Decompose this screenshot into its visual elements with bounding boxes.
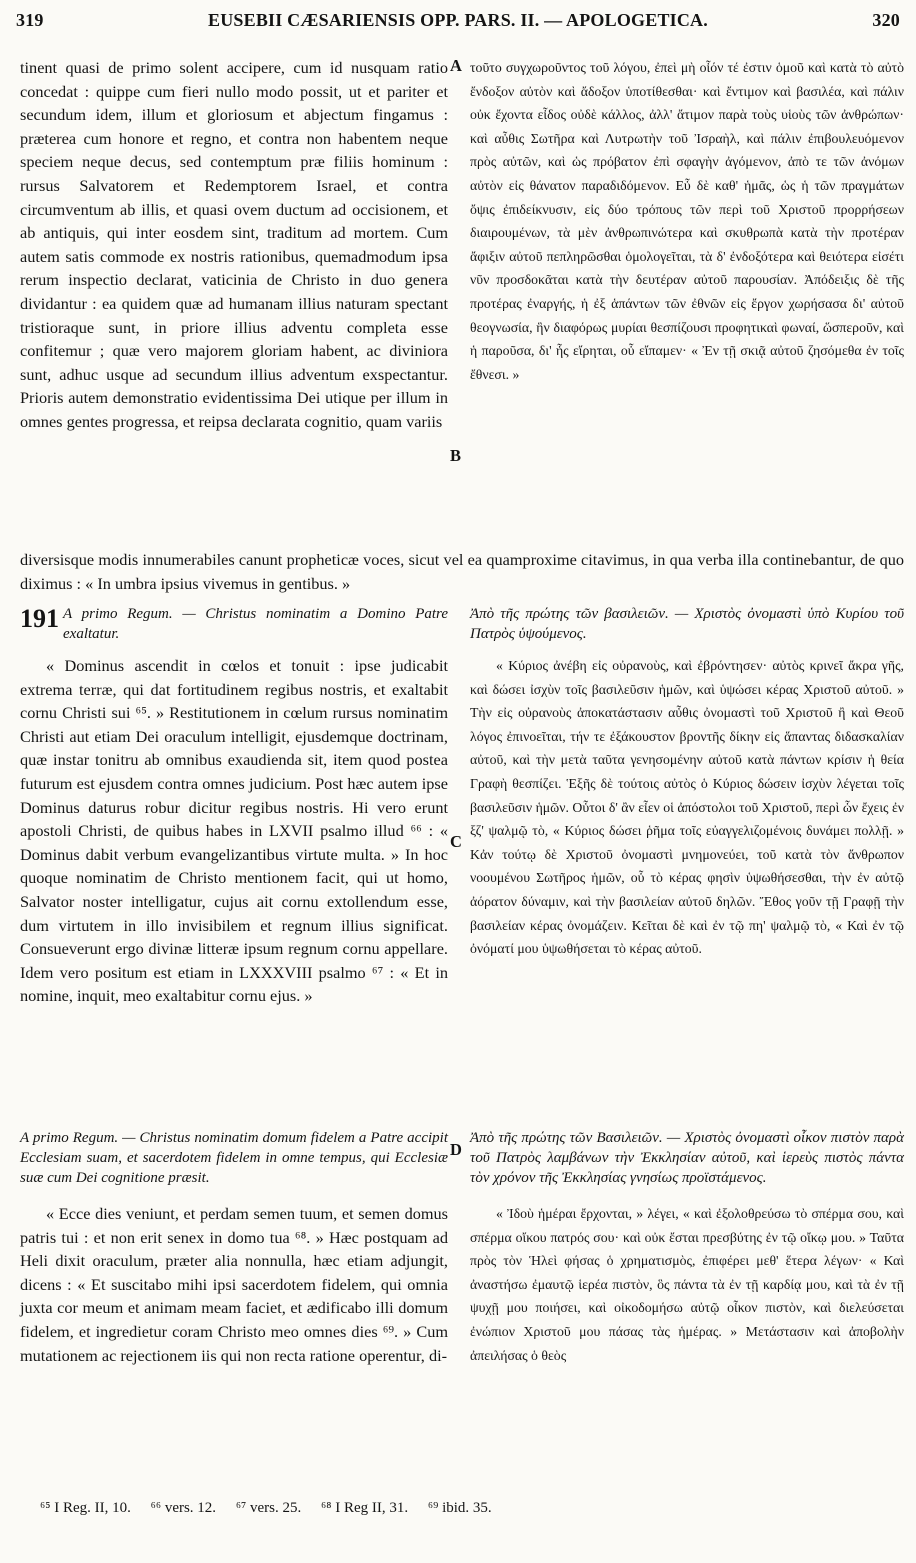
footnote-67: ⁶⁷ vers. 25.	[235, 1500, 302, 1516]
page-number-left: 319	[16, 10, 44, 30]
page-number-right: 320	[872, 10, 900, 30]
latin-column-section2	[20, 1128, 448, 1367]
footnote-69: ⁶⁹ ibid. 35.	[427, 1500, 492, 1516]
section-heading-latin-text: A primo Regum. — Christus nominatim a Domino Patre exaltatur.	[63, 606, 448, 642]
greek-column-top	[470, 56, 904, 386]
footnote-66: ⁶⁶ vers. 12.	[150, 1500, 217, 1516]
margin-marker-c: C	[450, 832, 462, 851]
footnote-65: ⁶⁵ I Reg. II, 10.	[40, 1500, 131, 1516]
section-number: 191	[20, 604, 59, 633]
greek-paragraph-top: τοῦτο συγχωροῦντος τοῦ λόγου, ἐπεὶ μὴ οἷόν τέ ἐστιν ὁμοῦ καὶ κατὰ τὸ αὐτὸ ἔνδοξον αὐτὸν καὶ ἄδοξον ὑποτίθεσθαι· καὶ ἔντιμον καὶ βασιλέα, καὶ πάλιν οὐκ ἔχοντα εἶδος οὐδὲ κάλλος, ἀλλ' ἄτιμον παρὰ τοὺς υἱοὺς τῶν ἀνθρώπων· καὶ αὖθις Σωτῆρα καὶ Λυτρωτὴν τοῦ Ἰσραὴλ, καὶ πάλιν ἐπιβουλευόμενον πρὸς αὐτῶν, καὶ ὡς πρόβατον ἐπὶ σφαγὴν ἀγόμενον, ἀπὸ τε τῶν ἀνόμων αὐτὸν εἰς θάνατον παραδιδόμενον. Εὖ δὲ καθ' ἡμᾶς, ὡς ἡ τῶν πραγμάτων ὄψις ἐπιδείκνυσιν, εἰς δύο τρόπους τῶν περὶ τοῦ Χριστοῦ προρρήσεων διαιρουμένων, τὰ μὲν ἀνθρωπινώτερα καὶ σκυθρωπὰ κατὰ τὴν προτέραν ἄφιξιν αὐτοῦ πεπληρῶσθαι ὁμολογεῖται, τὰ δ' ἐνδοξότερα καὶ θειότερα εἰσέτι νῦν προσδοκᾶται κατὰ τὴν δευτέραν αὐτοῦ παρουσίαν. Ἀπόδειξις δὲ τῆς προτέρας ἐναργής, ἡ ἐξ ἁπάντων τῶν ἐθνῶν εἰς ἔργον χωρήσασα δι' αὐτοῦ θεογνωσία, ἣν διαφόρως μυρίαι θεσπίζουσι προφητικαὶ φωναί, ὥσπεροῦν, καὶ ἡ παροῦσα, δι' ἧς εἴρηται, οὗ εἴπαμεν· « Ἐν τῇ σκιᾷ αὐτοῦ ζησόμεθα ἐν τοῖς ἔθνεσι. »	[470, 60, 904, 382]
section-heading-latin	[20, 604, 448, 644]
greek-column-section2	[470, 1128, 904, 1367]
section2-heading-greek: Ἀπὸ τῆς πρώτης τῶν Βασιλειῶν. — Χριστὸς ὀνομαστὶ οἶκον πιστὸν παρὰ τοῦ Πατρὸς λαμβάνων τὴν Ἐκκλησίαν αὐτοῦ, καὶ ἱερεὺς πιστὸς πάντα τὸν χρόνον τῆς Ἐκκλησίας γνησίως προϊστάμενος.	[470, 1130, 904, 1186]
margin-marker-d: D	[450, 1140, 462, 1159]
running-title: EUSEBII CÆSARIENSIS OPP. PARS. II. — APOLOGETICA.	[208, 10, 708, 30]
latin-column-section1	[20, 604, 448, 1008]
greek-paragraph-section2: « Ἰδοὺ ἡμέραι ἔρχονται, » λέγει, « καὶ ἐξολοθρεύσω τὸ σπέρμα σου, καὶ σπέρμα οἴκου πατρός σου· καὶ οὐκ ἔσται πρεσβύτης ἐν τῷ οἴκῳ μου. » Ταῦτα πρὸς τὸν Ἡλεὶ φήσας ὁ χρηματισμὸς, ἐπιφέρει μεθ' ἕτερα λέγων· « Καὶ ἀναστήσω ἐμαυτῷ ἱερέα πιστὸν, ὃς πάντα τὰ ἐν τῇ καρδίᾳ μου, καὶ τὰ ἐν τῇ ψυχῇ μου ποιήσει, καὶ οἰκοδομήσω αὐτῷ οἶκον πιστὸν, καὶ διελεύσεται ἐνώπιον Χριστοῦ μου πάσας τὰς ἡμέρας. » Μετάστασιν καὶ ἀποβολὴν ἀπειλήσας ὁ θεὸς	[470, 1206, 904, 1363]
margin-marker-b: B	[450, 446, 462, 465]
page-header	[16, 10, 900, 38]
spanning-paragraph: diversisque modis innumerabiles canunt propheticæ voces, sicut vel ea quamproxime citavimus, in qua verba illa continebantur, de quo diximus : « In umbra ipsius vivemus in gentibus. »	[20, 550, 904, 593]
section-heading-greek: Ἀπὸ τῆς πρώτης τῶν βασιλειῶν. — Χριστὸς ὀνομαστὶ ὑπὸ Κυρίου τοῦ Πατρὸς ὑψούμενος.	[470, 606, 904, 642]
greek-paragraph-section1: « Κύριος ἀνέβη εἰς οὐρανοὺς, καὶ ἐβρόντησεν· αὐτὸς κρινεῖ ἄκρα γῆς, καὶ δώσει ἰσχὺν τοῖς βασιλεῦσιν ἡμῶν, καὶ ὑψώσει κέρας Χριστοῦ αὐτοῦ. » Τὴν εἰς οὐρανοὺς ἀποκατάστασιν αὖθις ὀνομαστὶ τοῦ Χριστοῦ ἢ καὶ Θεοῦ λόγος ἐπινοεῖται, τήν τε ἐξάκουστον βροντῆς δίκην εἰς ἅπαντας διδασκαλίαν αὐτοῦ, καὶ τὴν μετὰ ταῦτα γενησομένην αὐτοῦ κατὰ πάντων κρίσιν ἡ θεία Γραφὴ θεσπίζει. Ἑξῆς δὲ τούτοις αὐτὸς ὁ Κύριος δώσειν ἰσχὺν λέγεται τοῖς βασιλεῦσιν ἡμῶν. Οὗτοι δ' ἂν εἶεν οἱ ἀπόστολοι τοῦ Χριστοῦ, περὶ ὧν ἔχεις ἐν ξζ' ψαλμῷ τὸ, « Κύριος δώσει ῥῆμα τοῖς εὐαγγελιζομένοις δυνάμει πολλῇ. » Κἀν τούτῳ δὲ Χριστοῦ ὀνομαστὶ μνημονεύει, τοῦ κατὰ τὸν ἄνθρωπον νοουμένου Σωτῆρος ἡμῶν, οὗ τὸ κέρας φησὶν ὑψωθήσεσθαι, τὴν ἐν αὐτῷ ἀόρατον δύναμιν, καὶ τὴν βασιλείαν αὐτοῦ δηλῶν. Ἔθος γοῦν τῇ Γραφῇ τὴν βασιλείαν κέρας ὀνομάζειν. Κεῖται δὲ καὶ ἐν τῷ πη' ψαλμῷ τὸ, « Καὶ ἐν τῷ ὀνόματί μου ὑψωθήσεται τὸ κέρας αὐτοῦ.	[470, 658, 904, 957]
latin-column-top	[20, 56, 448, 434]
section2-heading-latin: A primo Regum. — Christus nominatim domum fidelem a Patre accipit Ecclesiam suam, et sacerdotem fidelem in omne tempus, qui Ecclesiæ suæ cum Dei cognitione præsit.	[20, 1130, 448, 1186]
footnote-68: ⁶⁸ I Reg II, 31.	[321, 1500, 409, 1516]
latin-paragraph-section1: « Dominus ascendit in cœlos et tonuit : ipse judicabit extrema terræ, qui dat fortitudinem regibus nostris, et exaltabit cornu Christi sui ⁶⁵. » Restitutionem in cœlum rursus nominatim Christi aut etiam Dei oraculum intelligit, ejusdemque doctrinam, quæ instar tonitru ab omnibus exaudienda sit, item quod postea futurum est ejusdem contra omnes judicium. Post hæc autem ipse Dominus daturus robur dicitur regibus nostris. Hi vero erunt apostoli Christi, de quibus habes in LXVII psalmo illud ⁶⁶ : « Dominus dabit verbum evangelizantibus virtute multa. » In hoc quoque nominatim de Christo mentionem facit, qui ut homo, Salvator noster intelligatur, cujus ait cornu extollendum esse, dum virtutem in illo invisibilem et regnum illius significat. Consueverunt ergo divinæ litteræ ipsum regnum cornu appellare. Idem vero positum est etiam in LXXXVIII psalmo ⁶⁷ : « Et in nomine, inquit, meo exaltabitur cornu ejus. »	[20, 656, 448, 1006]
latin-paragraph-section2: « Ecce dies veniunt, et perdam semen tuum, et semen domus patris tui : et non erit senex in domo tua ⁶⁸. » Hæc postquam ad Heli dixit oraculum, præter alia nonnulla, hæc etiam adjungit, dicens : « Et suscitabo mihi ipsi sacerdotem fidelem, qui omnia juxta cor meum et animam meam faciet, et ædificabo illi domum fidelem, et ingredietur coram Christo meo omnes dies ⁶⁹. » Cum mutationem ac rejectionem iis qui non recta ratione operentur, di-	[20, 1204, 448, 1365]
margin-marker-a: A	[450, 56, 462, 75]
latin-paragraph-top: tinent quasi de primo solent accipere, cum id nusquam ratio concedat : quippe cum fieri nullo modo possit, ut et pariter et secundum idem, illum et gloriosum et abjectum fingamus : præterea cum honore et regno, et contra non habentem neque speciem neque decus, sed contemptum præ filiis hominum : rursus Salvatorem et Redemptorem Israel, et contra circumventum ab illis, et quasi ovem ductum ad occisionem, et ab antiquis, qui inter eosdem sint, traditum ad mortem. Cum autem satis commode ex nostris rationibus, quemadmodum ipsa rerum inspectio declarat, vaticinia de Christo in duo genera dividantur : ea quidem quæ ad humanam illius naturam spectant tristioraque sunt, in priore illius adventu completa esse confitemur ; quæ vero majorem gloriam habent, ac diviniora sunt, adhuc usque ad secundum illius adventum exspectantur. Prioris autem demonstratio evidentissima Dei utique per illum in omnes gentes progressa, et reipsa declarata cognitio, quam variis	[20, 58, 448, 431]
footnotes	[40, 1500, 508, 1517]
greek-column-section1	[470, 604, 904, 961]
